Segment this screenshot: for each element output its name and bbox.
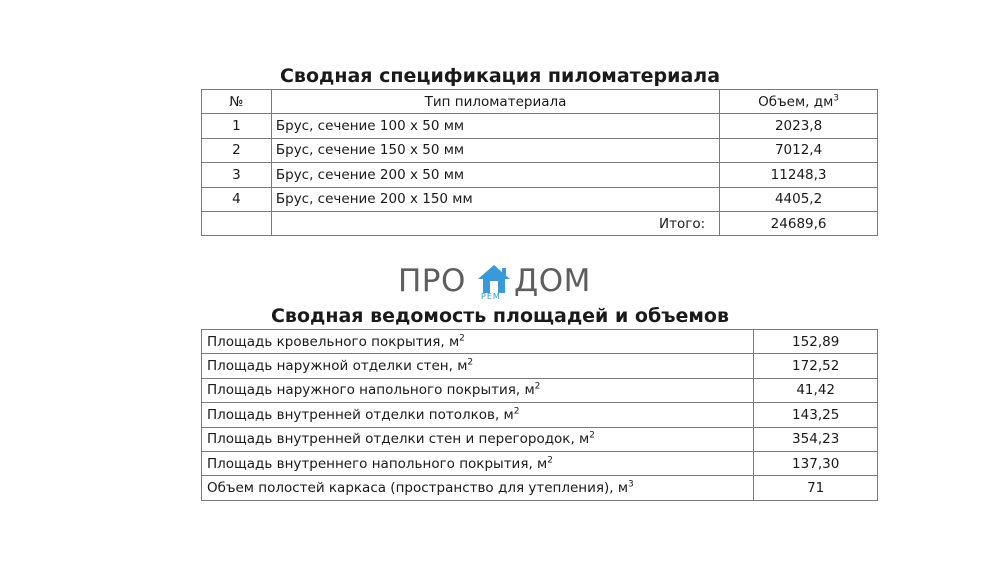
spec-header-volume-text: Объем, дм	[758, 93, 834, 110]
spec-row-type: Брус, сечение 200 х 50 мм	[271, 163, 719, 187]
spec-table	[201, 89, 878, 236]
spec-total-empty	[202, 211, 272, 235]
spec-row-num: 3	[202, 163, 272, 187]
area-row-label-text: Площадь наружной отделки стен, м	[207, 358, 468, 375]
table-row	[202, 403, 878, 427]
area-row-label-exp: 2	[589, 430, 595, 441]
spec-header-num: №	[202, 90, 272, 114]
area-row-label	[202, 378, 754, 402]
spec-row-num: 2	[202, 138, 272, 162]
spec-row-type: Брус, сечение 200 х 150 мм	[271, 187, 719, 211]
spec-row-type: Брус, сечение 150 х 50 мм	[271, 138, 719, 162]
area-row-label-exp: 3	[628, 479, 634, 490]
area-row-label-exp: 2	[467, 357, 474, 368]
area-row-value: 152,89	[754, 330, 878, 354]
table-row	[202, 187, 878, 211]
area-row-label-exp: 2	[459, 333, 465, 344]
area-row-value: 71	[754, 476, 878, 500]
spec-header-volume-exp: 3	[833, 93, 839, 104]
area-row-label-text: Площадь внутреннего напольного покрытия, м	[207, 455, 548, 472]
spec-row-volume: 4405,2	[720, 187, 878, 211]
spec-row-volume: 2023,8	[720, 114, 878, 138]
area-row-label-exp: 2	[547, 455, 553, 466]
spec-row-volume: 7012,4	[720, 138, 878, 162]
area-row-value: 137,30	[754, 451, 878, 475]
area-row-label-exp: 2	[534, 381, 541, 392]
spec-header-volume	[720, 90, 878, 114]
table-row	[202, 476, 878, 500]
spec-row-num: 1	[202, 114, 272, 138]
table-row	[202, 451, 878, 475]
spec-row-volume: 11248,3	[720, 163, 878, 187]
areas-table	[201, 329, 878, 501]
table-row	[202, 163, 878, 187]
area-row-label	[202, 476, 754, 500]
area-row-label-text: Площадь наружного напольного покрытия, м	[207, 382, 535, 399]
area-row-value: 354,23	[754, 427, 878, 451]
table-row	[202, 138, 878, 162]
area-row-label-text: Площадь внутренней отделки потолков, м	[207, 406, 514, 423]
area-row-value: 172,52	[754, 354, 878, 378]
table-row	[202, 330, 878, 354]
spec-title: Сводная спецификация пиломатериала	[279, 65, 721, 87]
area-row-value: 143,25	[754, 403, 878, 427]
area-row-value: 41,42	[754, 378, 878, 402]
areas-title: Сводная ведомость площадей и объемов	[270, 305, 730, 327]
area-row-label-text: Объем полостей каркаса (пространство для утепления), м	[207, 480, 629, 497]
area-row-label	[202, 403, 754, 427]
area-row-label	[202, 451, 754, 475]
spec-row-type: Брус, сечение 100 х 50 мм	[271, 114, 719, 138]
area-row-label	[202, 330, 754, 354]
spec-total-label: Итого:	[271, 211, 719, 235]
area-row-label-text: Площадь кровельного покрытия, м	[207, 333, 460, 350]
spec-header-type: Тип пиломатериала	[271, 90, 719, 114]
area-row-label	[202, 354, 754, 378]
table-row	[202, 114, 878, 138]
spec-row-num: 4	[202, 187, 272, 211]
area-row-label-exp: 2	[513, 406, 520, 417]
table-row	[202, 427, 878, 451]
logo-sub-text: РЕМ	[481, 292, 501, 301]
logo-text-left: ПРО	[398, 263, 466, 299]
area-row-label	[202, 427, 754, 451]
table-row	[202, 354, 878, 378]
area-row-label-text: Площадь внутренней отделки стен и перегородок, м	[207, 431, 590, 448]
spec-header-row	[202, 90, 878, 114]
spec-total-value: 24689,6	[720, 211, 878, 235]
table-row	[202, 378, 878, 402]
prodom-logo	[398, 262, 602, 302]
logo-text-right: ДОМ	[514, 263, 591, 299]
spec-total-row	[202, 211, 878, 235]
